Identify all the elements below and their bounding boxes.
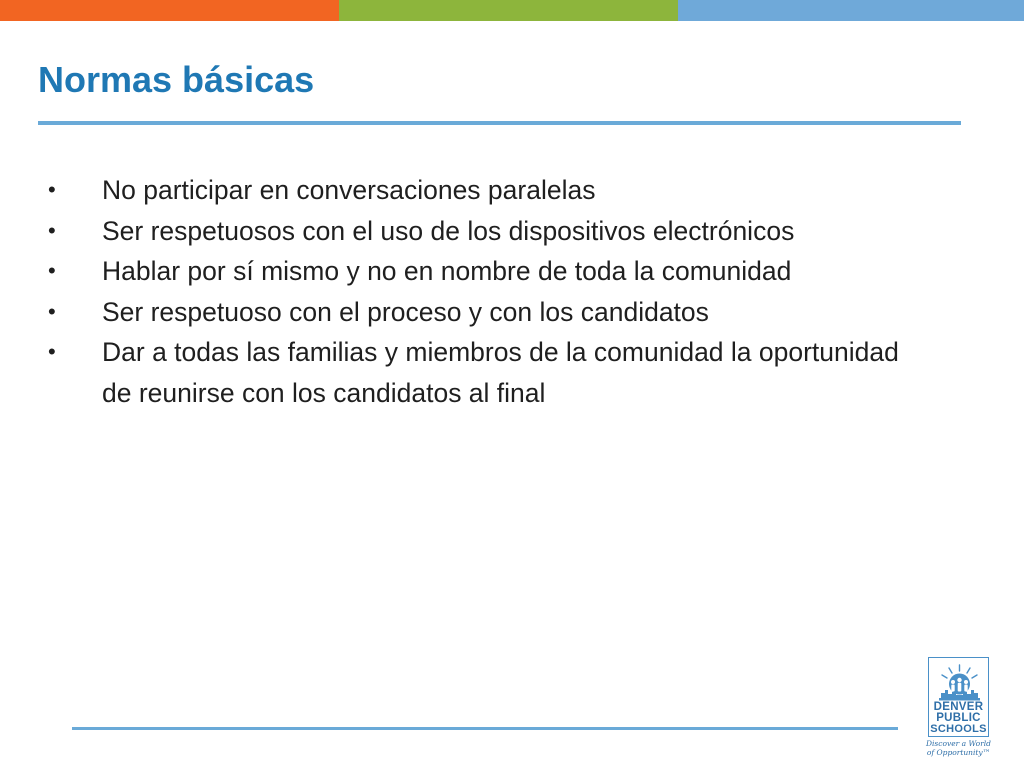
bullet-text: Dar a todas las familias y miembros de la comunidad la oportunidad de reunirse con los candidatos al final xyxy=(102,337,899,408)
bullet-marker: • xyxy=(48,258,56,283)
logo-word-public: PUBLIC xyxy=(936,712,981,724)
logo-frame xyxy=(928,657,989,737)
denver-public-schools-logo xyxy=(928,657,989,761)
logo-tagline xyxy=(926,739,991,757)
bullet-item xyxy=(48,170,908,211)
bullet-marker: • xyxy=(48,339,56,364)
title-underline xyxy=(38,121,961,125)
dps-emblem-icon xyxy=(935,662,984,704)
footer-rule xyxy=(72,727,898,730)
slide-title: Normas básicas xyxy=(38,59,315,100)
bullet-marker: • xyxy=(48,177,56,202)
bullet-text: No participar en conversaciones paralelas xyxy=(102,175,596,205)
logo-word-schools: SCHOOLS xyxy=(930,723,987,735)
logo-tagline-line-1: Discover a World xyxy=(926,739,991,748)
logo-word-denver: DENVER xyxy=(933,701,984,713)
bullet-text: Hablar por sí mismo y no en nombre de toda la comunidad xyxy=(102,256,792,286)
bullet-item xyxy=(48,211,908,252)
logo-tagline-line-2: of Opportunity™ xyxy=(926,748,991,757)
bullet-item xyxy=(48,292,908,333)
bullet-item xyxy=(48,332,908,413)
bullet-marker: • xyxy=(48,298,56,324)
bullet-marker: • xyxy=(48,217,56,243)
bullet-text: Ser respetuoso con el proceso y con los candidatos xyxy=(102,296,709,327)
top-color-band xyxy=(0,0,1024,21)
top-band-blue-segment xyxy=(678,0,1024,21)
top-band-green-segment xyxy=(339,0,678,21)
top-band-orange-segment xyxy=(0,0,339,21)
bullet-text: Ser respetuosos con el uso de los dispositivos electrónicos xyxy=(102,215,795,246)
bullet-list xyxy=(48,170,908,413)
bullet-item xyxy=(48,251,908,292)
